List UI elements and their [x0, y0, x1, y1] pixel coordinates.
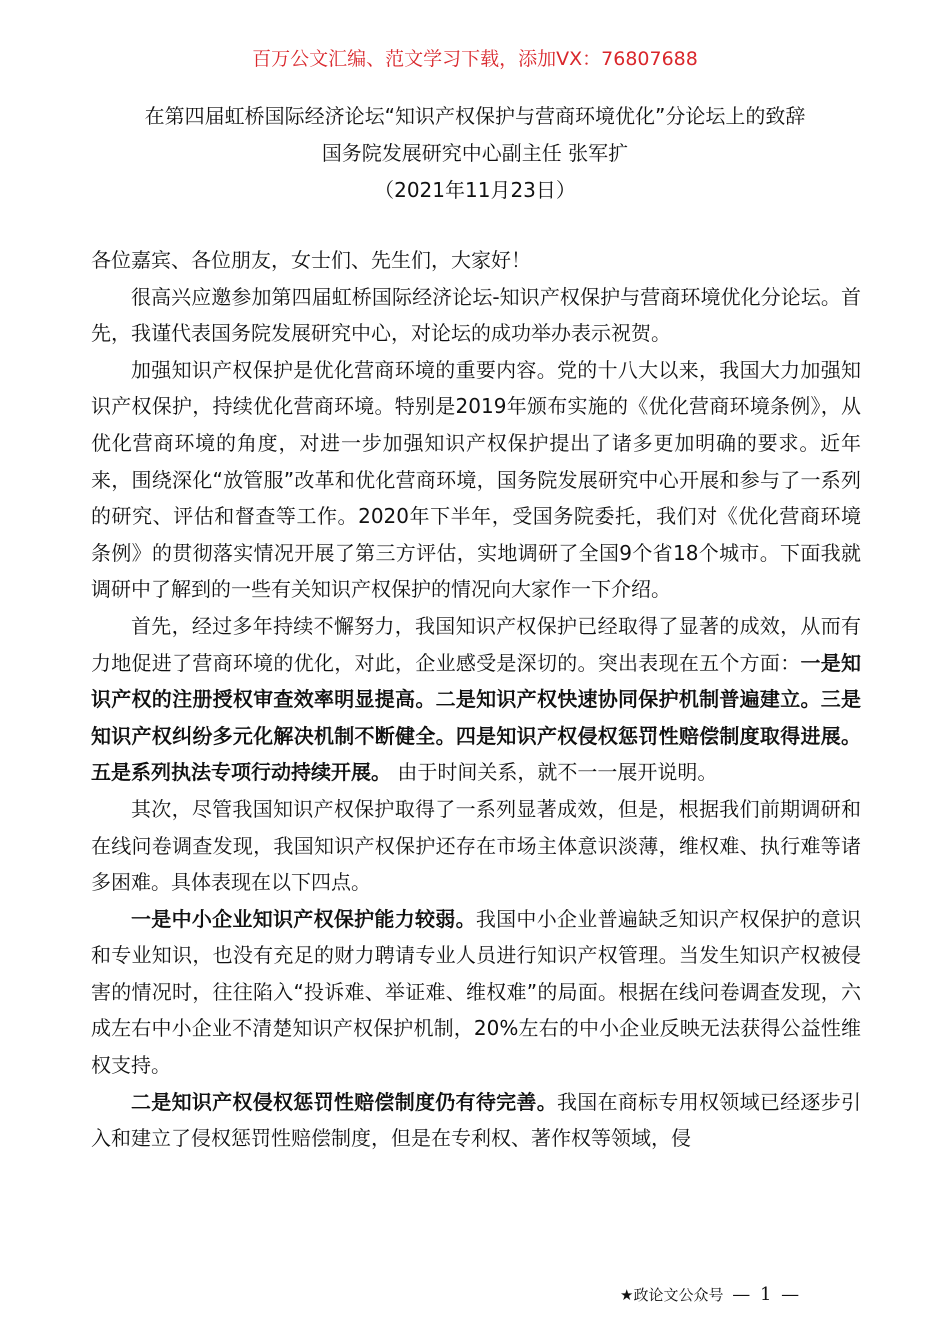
- speech-date: （2021年11月23日）: [374, 178, 576, 202]
- page-number: — 1 —: [732, 1284, 802, 1305]
- paragraph-6-text: 我国在商标专用权领域已经逐步引入和建立了侵权惩罚性赔偿制度，但是在专利权、著作权等领域，侵: [91, 1089, 861, 1151]
- paragraph-5: [91, 901, 861, 1084]
- paragraph-2: 加强知识产权保护是优化营商环境的重要内容。党的十八大以来，我国大力加强知识产权保护，持续优化营商环境。特别是2019年颁布实施的《优化营商环境条例》，从优化营商环境的角度，对进一步加强知识产权保护提出了诸多更加明确的要求。近年来，围绕深化“放管服”改革和优化营商环境，国务院发展研究中心开展和参与了一系列的研究、评估和督查等工作。2020年下半年，受国务院委托，我们对《优化营商环境条例》的贯彻落实情况开展了第三方评估，实地调研了全国9个省18个城市。下面我就调研中了解到的一些有关知识产权保护的情况向大家作一下介绍。: [91, 357, 861, 602]
- speech-title-block: [60, 98, 890, 209]
- paragraph-6: [91, 1084, 861, 1157]
- speaker-line: 国务院发展研究中心副主任 张军扩: [321, 141, 629, 165]
- paragraph-5-text: 我国中小企业普遍缺乏知识产权保护的意识和专业知识，也没有充足的财力聘请专业人员进行知识产权管理。当发生知识产权被侵害的情况时，往往陷入“投诉难、举证难、维权难”的局面。根据在线问卷调查发现，六成左右中小企业不清楚知识产权保护机制，20%左右的中小企业反映无法获得公益性维权支持。: [91, 906, 862, 1078]
- paragraph-3-bold: 一是知识产权的注册授权审查效率明显提高。二是知识产权快速协同保护机制普遍建立。三是知识产权纠纷多元化解决机制不断健全。四是知识产权侵权惩罚性赔偿制度取得进展。五是系列执法专项行动持续开展。: [91, 650, 862, 785]
- paragraph-5-bold: 一是中小企业知识产权保护能力较弱。: [131, 906, 476, 931]
- page-footer: [620, 1283, 900, 1307]
- speech-title: 在第四届虹桥国际经济论坛“知识产权保护与营商环境优化”分论坛上的致辞: [144, 104, 806, 128]
- paragraph-3-tail: 由于时间关系，就不一一展开说明。: [397, 760, 718, 785]
- paragraph-1: 很高兴应邀参加第四届虹桥国际经济论坛-知识产权保护与营商环境优化分论坛。首先，我谨代表国务院发展研究中心，对论坛的成功举办表示祝贺。: [91, 284, 861, 346]
- watermark-banner: 百万公文汇编、范文学习下载，添加VX：76807688: [252, 48, 698, 70]
- paragraph-4: 其次，尽管我国知识产权保护取得了一系列显著成效，但是，根据我们前期调研和在线问卷调查发现，我国知识产权保护还存在市场主体意识淡薄，维权难、执行难等诸多困难。具体表现在以下四点。: [91, 796, 861, 895]
- greeting-paragraph: 各位嘉宾、各位朋友，女士们、先生们，大家好！: [91, 248, 531, 272]
- paragraph-6-bold: 二是知识产权侵权惩罚性赔偿制度仍有待完善。: [131, 1089, 557, 1114]
- paragraph-3-lead: 首先，经过多年持续不懈努力，我国知识产权保护已经取得了显著的成效，从而有力地促进了营商环境的优化，对此，企业感受是深切的。突出表现在五个方面：: [91, 613, 861, 675]
- paragraph-3: [91, 608, 861, 791]
- speech-body: [91, 242, 861, 1157]
- footer-label: ★政论文公众号: [620, 1286, 724, 1304]
